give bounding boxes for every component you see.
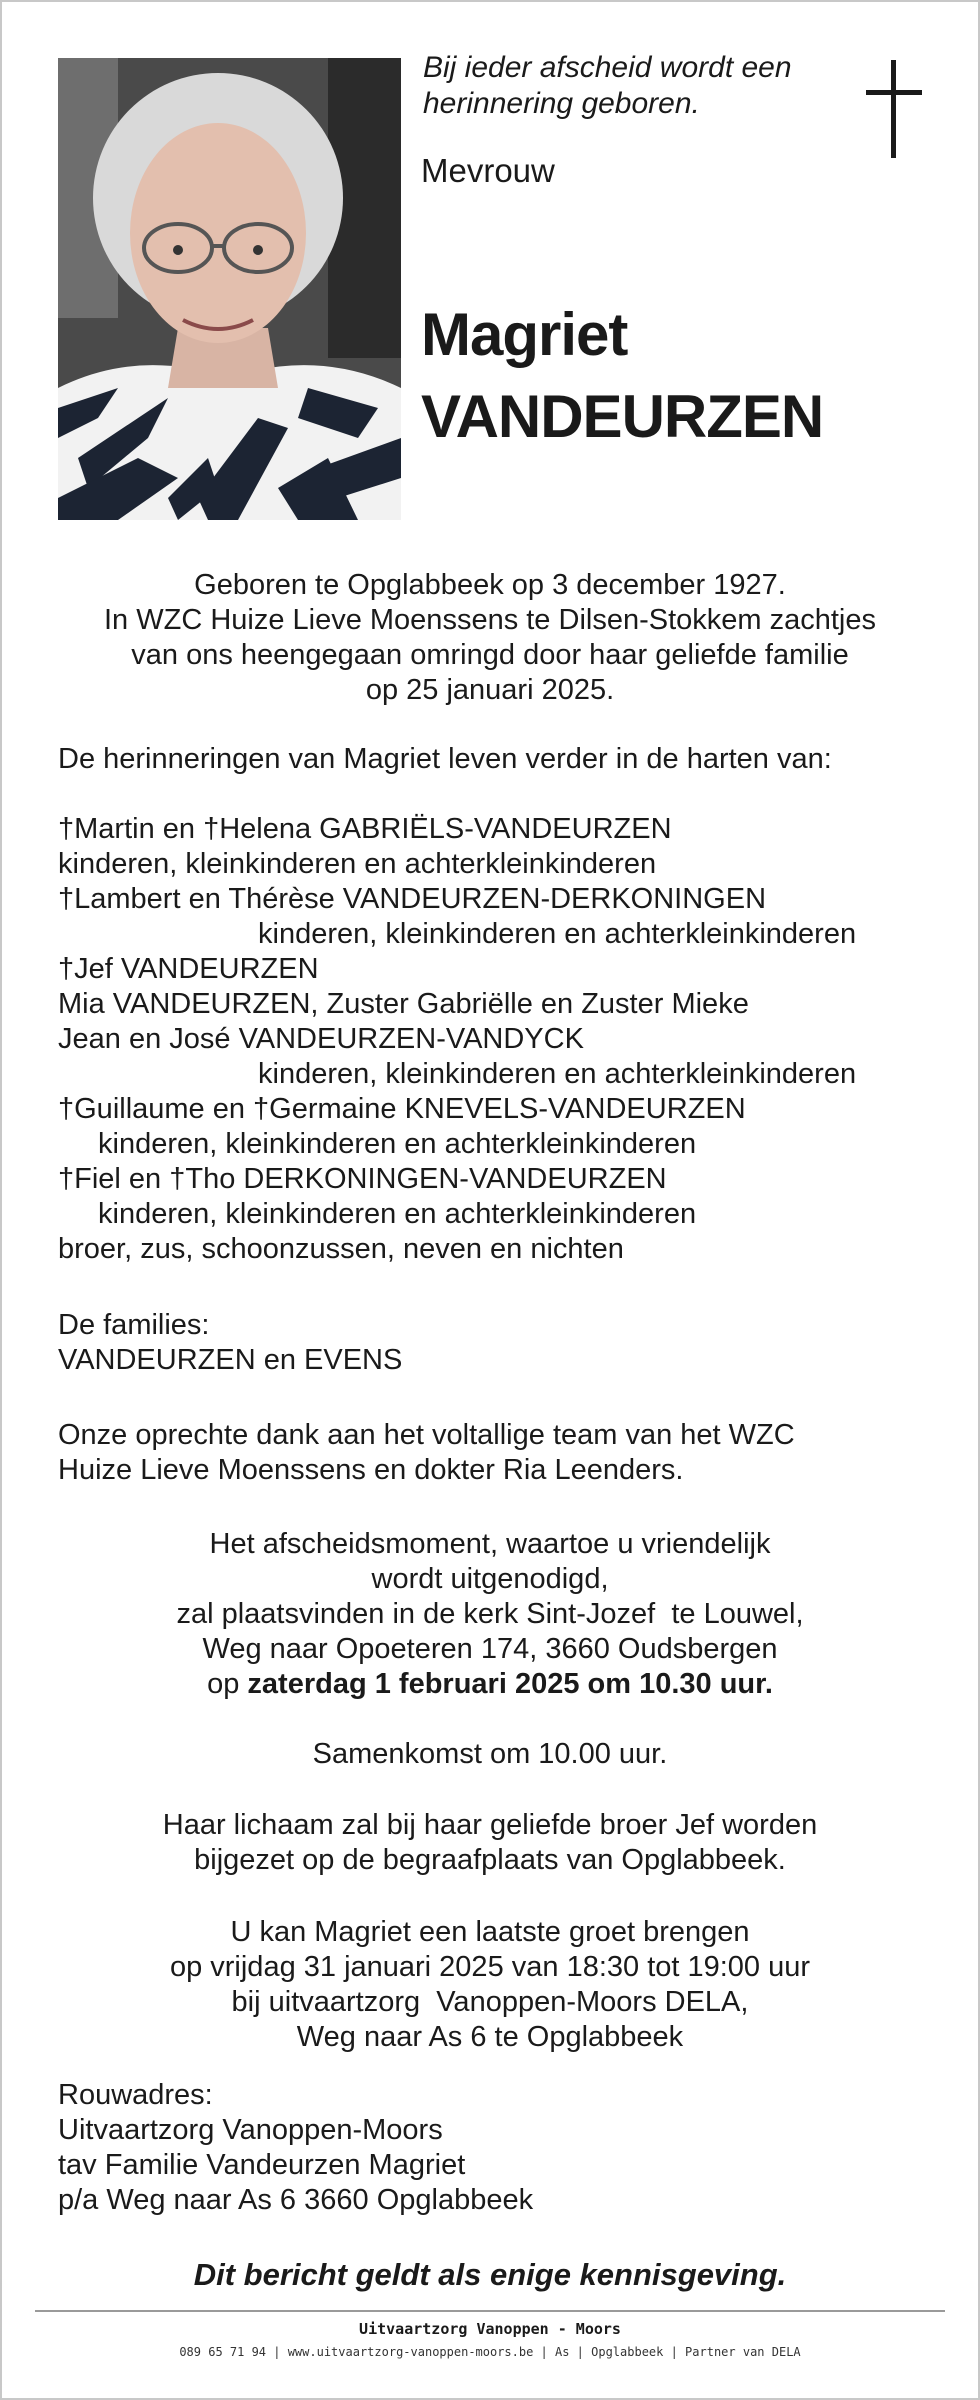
portrait-photo [58, 58, 401, 520]
gathering-text: Samenkomst om 10.00 uur. [312, 1738, 668, 1770]
address-line: p/a Weg naar As 6 3660 Opglabbeek [58, 2184, 534, 2216]
address-line: Rouwadres: [58, 2079, 213, 2111]
closing-notice: Dit bericht geldt als enige kennisgeving. [193, 2257, 787, 2292]
thanks-section [58, 1418, 922, 1488]
visit-line: U kan Magriet een laatste groet brengen [230, 1916, 750, 1948]
families-section [58, 1308, 922, 1378]
visit-line: op vrijdag 31 januari 2025 van 18:30 tot 19:00 uur [169, 1951, 811, 1983]
birth-line: van ons heengegaan omringd door haar geliefde familie [131, 639, 849, 671]
birth-line: Geboren te Opglabbeek op 3 december 1927. [194, 569, 786, 601]
family-line: kinderen, kleinkinderen en achterkleinkinderen [258, 1058, 857, 1090]
footer-company-name: Uitvaartzorg Vanoppen - Moors [359, 2320, 621, 2338]
address-section [58, 2078, 922, 2218]
ceremony-line: zal plaatsvinden in de kerk Sint-Jozef te Louwel, [176, 1598, 804, 1630]
family-line: †Lambert en Thérèse VANDEURZEN-DERKONINGEN [58, 883, 767, 915]
ceremony-section [58, 1527, 922, 1702]
family-line: †Jef VANDEURZEN [58, 953, 319, 985]
birth-line: In WZC Huize Lieve Moenssens te Dilsen-Stokkem zachtjes [103, 604, 876, 636]
families-label: De families: [58, 1309, 210, 1341]
deceased-last-name: VANDEURZEN [421, 383, 824, 450]
footer-contact-info: 089 65 71 94 | www.uitvaartzorg-vanoppen-moors.be | As | Opglabbeek | Partner van DELA [179, 2345, 801, 2359]
ceremony-line: Weg naar Opoeteren 174, 3660 Oudsbergen [202, 1633, 778, 1665]
birth-line: op 25 januari 2025. [365, 674, 615, 706]
burial-line: Haar lichaam zal bij haar geliefde broer Jef worden [162, 1809, 818, 1841]
family-line: broer, zus, schoonzussen, neven en nichten [58, 1233, 624, 1265]
birth-death-section [58, 568, 922, 708]
deceased-first-name: Magriet [421, 301, 628, 368]
families-names: VANDEURZEN en EVENS [58, 1344, 403, 1376]
salutation: Mevrouw [421, 152, 555, 189]
family-line: †Martin en †Helena GABRIËLS-VANDEURZEN [58, 813, 672, 845]
address-line: Uitvaartzorg Vanoppen-Moors [58, 2114, 443, 2146]
family-line: kinderen, kleinkinderen en achterkleinkinderen [58, 848, 657, 880]
family-line: †Guillaume en †Germaine KNEVELS-VANDEURZEN [58, 1093, 746, 1125]
ceremony-date-prefix: op [207, 1668, 248, 1700]
burial-line: bijgezet op de begraafplaats van Opglabbeek. [194, 1844, 786, 1876]
family-line: Mia VANDEURZEN, Zuster Gabriëlle en Zuster Mieke [58, 988, 749, 1020]
motto-text: Bij ieder afscheid wordt een herinnering geboren. [423, 51, 792, 120]
family-list [58, 812, 922, 1267]
visit-line: Weg naar As 6 te Opglabbeek [296, 2021, 684, 2053]
burial-section [58, 1808, 922, 1878]
ceremony-line: wordt uitgenodigd, [371, 1563, 609, 1595]
family-line: kinderen, kleinkinderen en achterkleinkinderen [98, 1128, 697, 1160]
thanks-line: Huize Lieve Moenssens en dokter Ria Leenders. [58, 1454, 684, 1486]
visit-line: bij uitvaartzorg Vanoppen-Moors DELA, [231, 1986, 749, 2018]
ceremony-line: Het afscheidsmoment, waartoe u vriendelijk [209, 1528, 771, 1560]
family-line: kinderen, kleinkinderen en achterkleinkinderen [258, 918, 857, 950]
cross-icon [866, 60, 922, 160]
address-line: tav Familie Vandeurzen Magriet [58, 2149, 466, 2181]
family-line: kinderen, kleinkinderen en achterkleinkinderen [98, 1198, 697, 1230]
family-line: †Fiel en †Tho DERKONINGEN-VANDEURZEN [58, 1163, 667, 1195]
ceremony-date: zaterdag 1 februari 2025 om 10.30 uur. [247, 1668, 773, 1700]
memories-intro: De herinneringen van Magriet leven verder in de harten van: [58, 743, 832, 775]
visit-section [58, 1915, 922, 2055]
family-line: Jean en José VANDEURZEN-VANDYCK [58, 1023, 584, 1055]
footer-divider [35, 2310, 945, 2312]
thanks-line: Onze oprechte dank aan het voltallige team van het WZC [58, 1419, 795, 1451]
ceremony-date-line [58, 1667, 922, 1702]
